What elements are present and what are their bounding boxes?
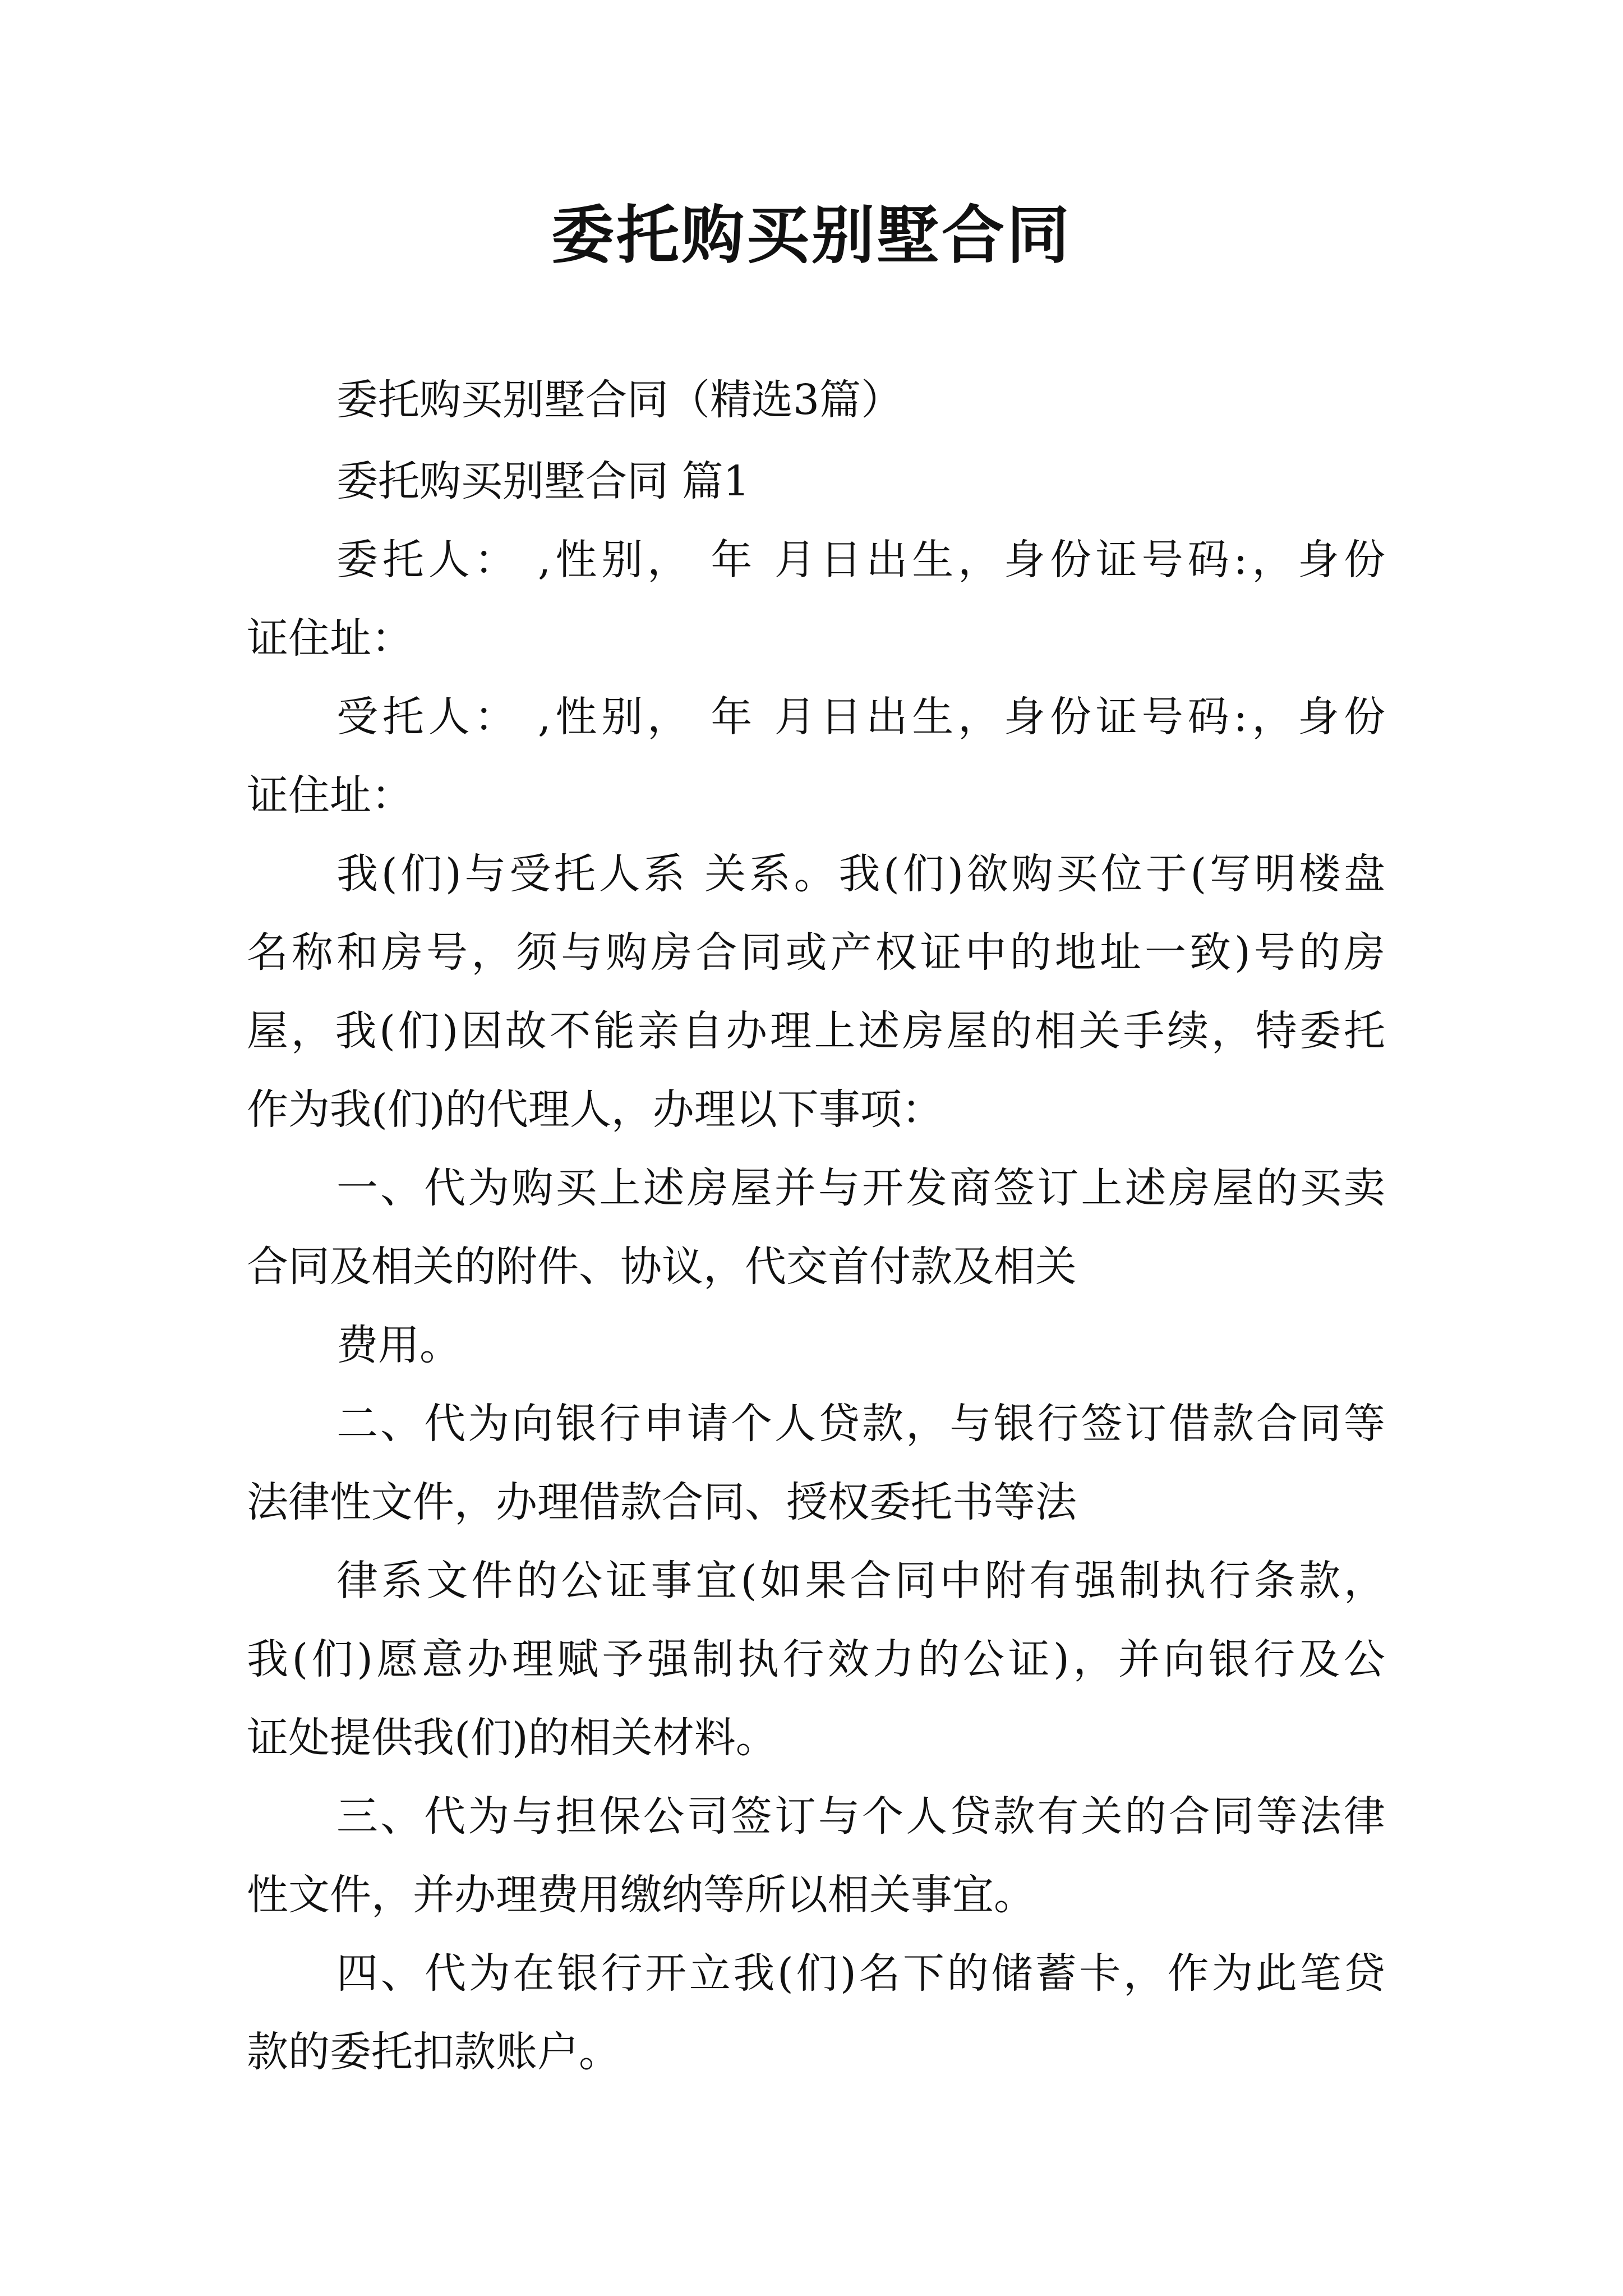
item-3-line: 三、代为与担保公司签订与个人贷款有关的合同等法律 [336, 1792, 1385, 1841]
item-2-line: 二、代为向银行申请个人贷款，与银行签订借款合同等 [336, 1400, 1385, 1448]
client-info-line: 委托人： ,性别， 年 月日出生，身份证号码:，身份 [336, 536, 1385, 584]
item-1-line: 费用。 [336, 1321, 461, 1369]
item-1-line: 一、代为购买上述房屋并与开发商签订上述房屋的买卖 [336, 1164, 1385, 1212]
item-4-line: 款的委托扣款账户。 [247, 2028, 620, 2076]
item-4-line: 四、代为在银行开立我(们)名下的储蓄卡，作为此笔贷 [336, 1949, 1385, 1998]
document-title: 委托购买别墅合同 [551, 199, 1072, 272]
client-address-line: 证住址： [247, 614, 413, 662]
item-3-line: 性文件，并办理费用缴纳等所以相关事宜。 [247, 1871, 1035, 1919]
agent-address-line: 证住址： [247, 771, 413, 820]
item-2-line: 律系文件的公证事宜(如果合同中附有强制执行条款， [336, 1557, 1385, 1605]
section-heading: 委托购买别墅合同 篇1 [336, 457, 750, 505]
item-1-line: 合同及相关的附件、协议，代交首付款及相关 [247, 1243, 1077, 1291]
item-2-line: 证处提供我(们)的相关材料。 [247, 1714, 777, 1762]
item-2-line: 法律性文件，办理借款合同、授权委托书等法 [247, 1478, 1077, 1526]
agent-info-line: 受托人： ,性别， 年 月日出生，身份证号码:，身份 [336, 693, 1385, 741]
paragraph-line: 作为我(们)的代理人，办理以下事项： [247, 1085, 943, 1134]
item-2-line: 我(们)愿意办理赋予强制执行效力的公证)，并向银行及公 [247, 1635, 1385, 1683]
document-subtitle: 委托购买别墅合同（精选3篇） [336, 376, 903, 424]
paragraph-line: 名称和房号，须与购房合同或产权证中的地址一致)号的房 [247, 928, 1385, 977]
paragraph-line: 我(们)与受托人系 关系。我(们)欲购买位于(写明楼盘 [336, 850, 1385, 898]
paragraph-line: 屋，我(们)因故不能亲自办理上述房屋的相关手续，特委托 [247, 1007, 1385, 1055]
